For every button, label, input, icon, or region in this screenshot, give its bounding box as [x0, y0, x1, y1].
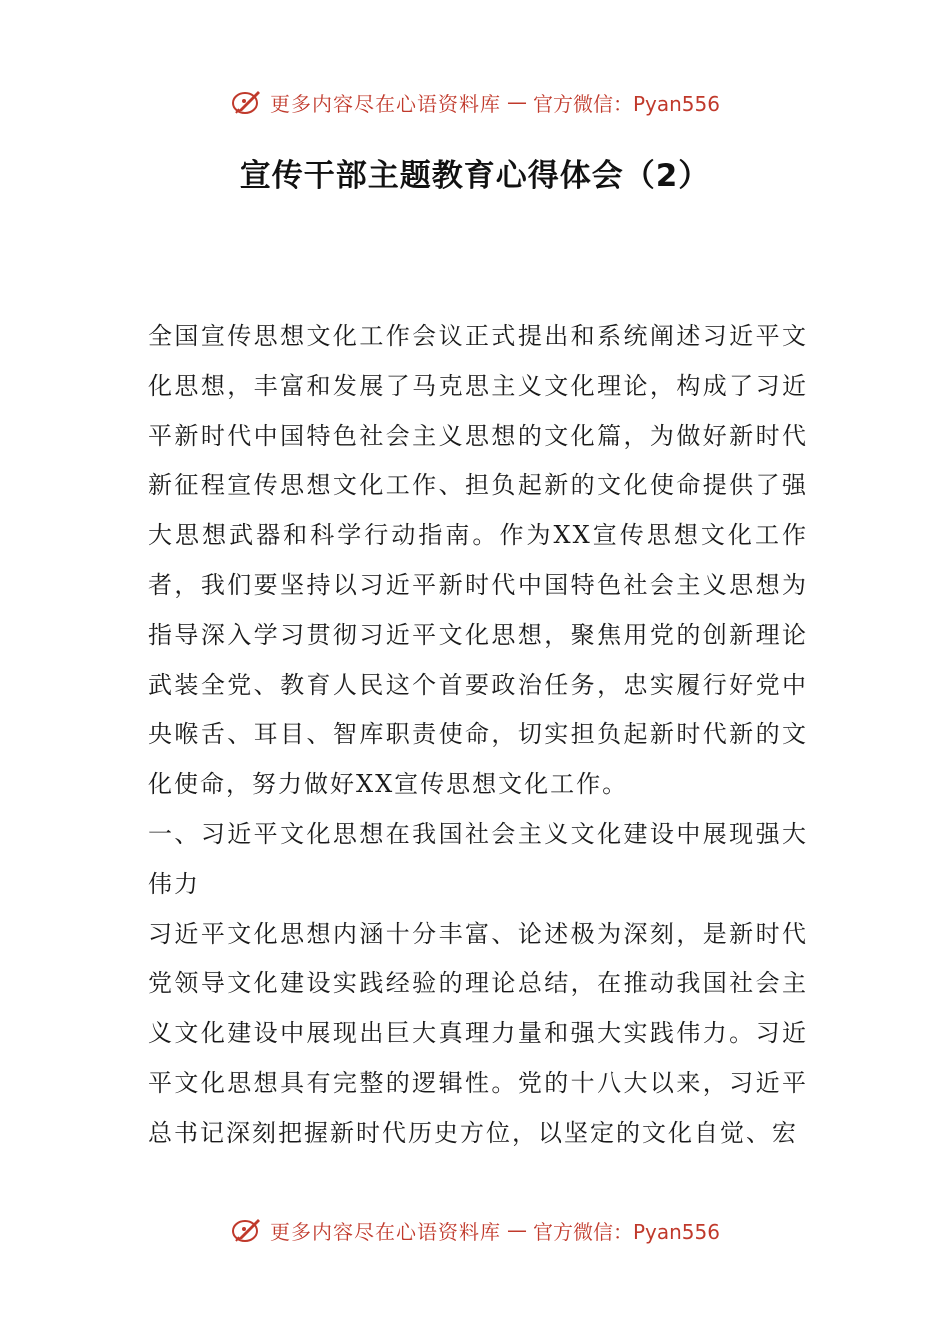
wechat-id: 官方微信：Pyan556	[532, 91, 720, 116]
quill-pen-logo-icon	[230, 85, 264, 119]
paragraph: 全国宣传思想文化工作会议正式提出和系统阐述习近平文化思想，丰富和发展了马克思主义文化理论，构成了习近平新时代中国特色社会主义思想的文化篇，为做好新时代新征程宣传思想文化工作、担负起新的文化使命提供了强大思想武器和科学行动指南。作为XX宣传思想文化工作者，我们要坚持以习近平新时代中国特色社会主义思想为指导深入学习贯彻习近平文化思想，聚焦用党的创新理论武装全党、教育人民这个首要政治任务，忠实履行好党中央喉舌、耳目、智库职责使命，切实担负起新时代新的文化使命，努力做好XX宣传思想文化工作。	[148, 322, 808, 799]
footer-banner	[0, 1210, 950, 1250]
paragraph: 习近平文化思想内涵十分丰富、论述极为深刻，是新时代党领导文化建设实践经验的理论总结，在推动我国社会主义文化建设中展现出巨大真理力量和强大实践伟力。习近平文化思想具有完整的逻辑性。党的十八大以来，习近平总书记深刻把握新时代历史方位，以坚定的文化自觉、宏	[148, 919, 808, 1147]
header-banner	[0, 82, 950, 122]
banner-separator: —	[506, 90, 527, 114]
document-title: 宣传干部主题教育心得体会（2）	[239, 158, 711, 194]
banner-separator: —	[506, 1218, 527, 1242]
brand-text: 更多内容尽在心语资料库	[269, 91, 501, 116]
document-body	[148, 312, 808, 1159]
brand-text: 更多内容尽在心语资料库	[269, 1219, 501, 1244]
wechat-id: 官方微信：Pyan556	[532, 1219, 720, 1244]
section-heading: 一、习近平文化思想在我国社会主义文化建设中展现强大伟力	[148, 819, 808, 898]
quill-pen-logo-icon	[230, 1213, 264, 1247]
